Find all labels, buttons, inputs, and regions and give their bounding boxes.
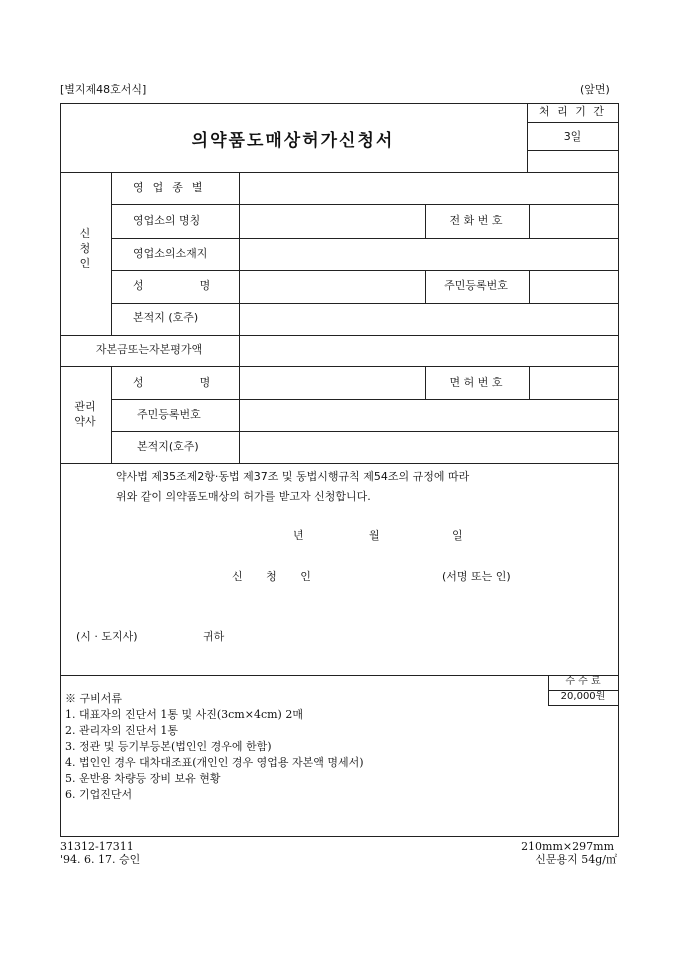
rule	[111, 366, 112, 463]
documents-title: ※ 구비서류	[65, 692, 123, 705]
processing-period-label: 처 리 기 간	[539, 105, 606, 118]
paper-size: 210mm×297mm	[521, 840, 614, 853]
resident-number-label: 주민등록번호	[444, 279, 508, 292]
paper-type: 신문용지 54g/㎡	[535, 853, 617, 866]
capital-field[interactable]	[239, 335, 618, 364]
applicant-label-char: 인	[79, 257, 91, 270]
pharmacist-section-label	[60, 399, 110, 429]
page-side: (앞면)	[580, 83, 610, 96]
business-name-label: 영업소의 명칭	[133, 214, 201, 227]
required-documents	[65, 691, 364, 803]
business-type-field[interactable]	[239, 172, 618, 202]
statement-line-1: 약사법 제35조제2항·동법 제37조 및 동법시행규칙 제54조의 규정에 따라	[116, 470, 470, 483]
business-name-field[interactable]	[239, 204, 424, 236]
applicant-name-field[interactable]	[239, 270, 424, 301]
pharmacist-name-text: 성명	[133, 376, 267, 389]
phone-label: 전 화 번 호	[449, 214, 503, 227]
fee-label: 수 수 료	[565, 676, 601, 687]
document-item: 2. 관리자의 진단서 1통	[65, 724, 178, 737]
document-item: 3. 정관 및 등기부등본(법인인 경우에 한함)	[65, 740, 272, 753]
business-address-field[interactable]	[239, 238, 618, 268]
honorific-label: 귀하	[203, 630, 225, 643]
year-label: 년	[293, 529, 304, 542]
fee-value: 20,000원	[560, 691, 606, 702]
phone-field[interactable]	[529, 204, 618, 236]
applicant-label-char: 청	[79, 242, 91, 255]
applicant-name-text: 성명	[133, 279, 267, 292]
applicant-sign-field[interactable]	[320, 566, 435, 584]
recipient-label: (시 · 도지사)	[76, 630, 138, 643]
pharmacist-label-line: 약사	[74, 415, 96, 428]
license-number-label: 면 허 번 호	[449, 376, 503, 389]
form-code: 31312-17311	[60, 840, 134, 853]
rule	[61, 675, 618, 676]
signature-label: (서명 또는 인)	[442, 570, 511, 583]
statement-line-2: 위와 같이 의약품도매상의 허가를 받고자 신청합니다.	[116, 490, 371, 503]
rule	[111, 172, 112, 335]
applicant-label-char: 신	[79, 227, 91, 240]
pharmacist-resident-field[interactable]	[239, 399, 618, 429]
document-item: 6. 기업진단서	[65, 788, 133, 801]
rule	[527, 122, 618, 123]
business-type-label: 영업종별	[133, 181, 212, 194]
rule	[61, 463, 618, 464]
document-item: 4. 법인인 경우 대차대조표(개인인 경우 영업용 자본액 명세서)	[65, 756, 364, 769]
rule	[548, 705, 618, 706]
document-item: 1. 대표자의 진단서 1통 및 사진(3cm×4cm) 2매	[65, 708, 303, 721]
resident-number-field[interactable]	[529, 270, 618, 301]
processing-period-value: 3일	[563, 130, 582, 143]
day-label: 일	[452, 529, 463, 542]
applicant-section-label	[60, 226, 110, 271]
pharmacist-domicile-label: 본적지(호주)	[137, 440, 199, 453]
applicant-name-label	[133, 279, 267, 292]
license-number-field[interactable]	[529, 366, 618, 398]
processing-blank-field[interactable]	[527, 150, 618, 170]
pharmacist-name-field[interactable]	[239, 366, 424, 398]
document-item: 5. 운반용 차량등 장비 보유 현황	[65, 772, 221, 785]
pharmacist-domicile-field[interactable]	[239, 431, 618, 461]
form-number: [별지제48호서식]	[60, 83, 147, 96]
approval-date: '94. 6. 17. 승인	[60, 853, 141, 866]
domicile-label: 본적지 (호주)	[133, 311, 199, 324]
applicant-sign-label: 신 청 인	[232, 570, 321, 583]
pharmacist-label-line: 관리	[74, 400, 96, 413]
capital-label: 자본금또는자본평가액	[95, 343, 203, 356]
month-label: 월	[369, 529, 380, 542]
form-title: 의약품도매상허가신청서	[191, 131, 395, 151]
pharmacist-resident-label: 주민등록번호	[137, 408, 201, 421]
business-address-label: 영업소의소재지	[133, 247, 208, 260]
domicile-field[interactable]	[239, 303, 618, 333]
